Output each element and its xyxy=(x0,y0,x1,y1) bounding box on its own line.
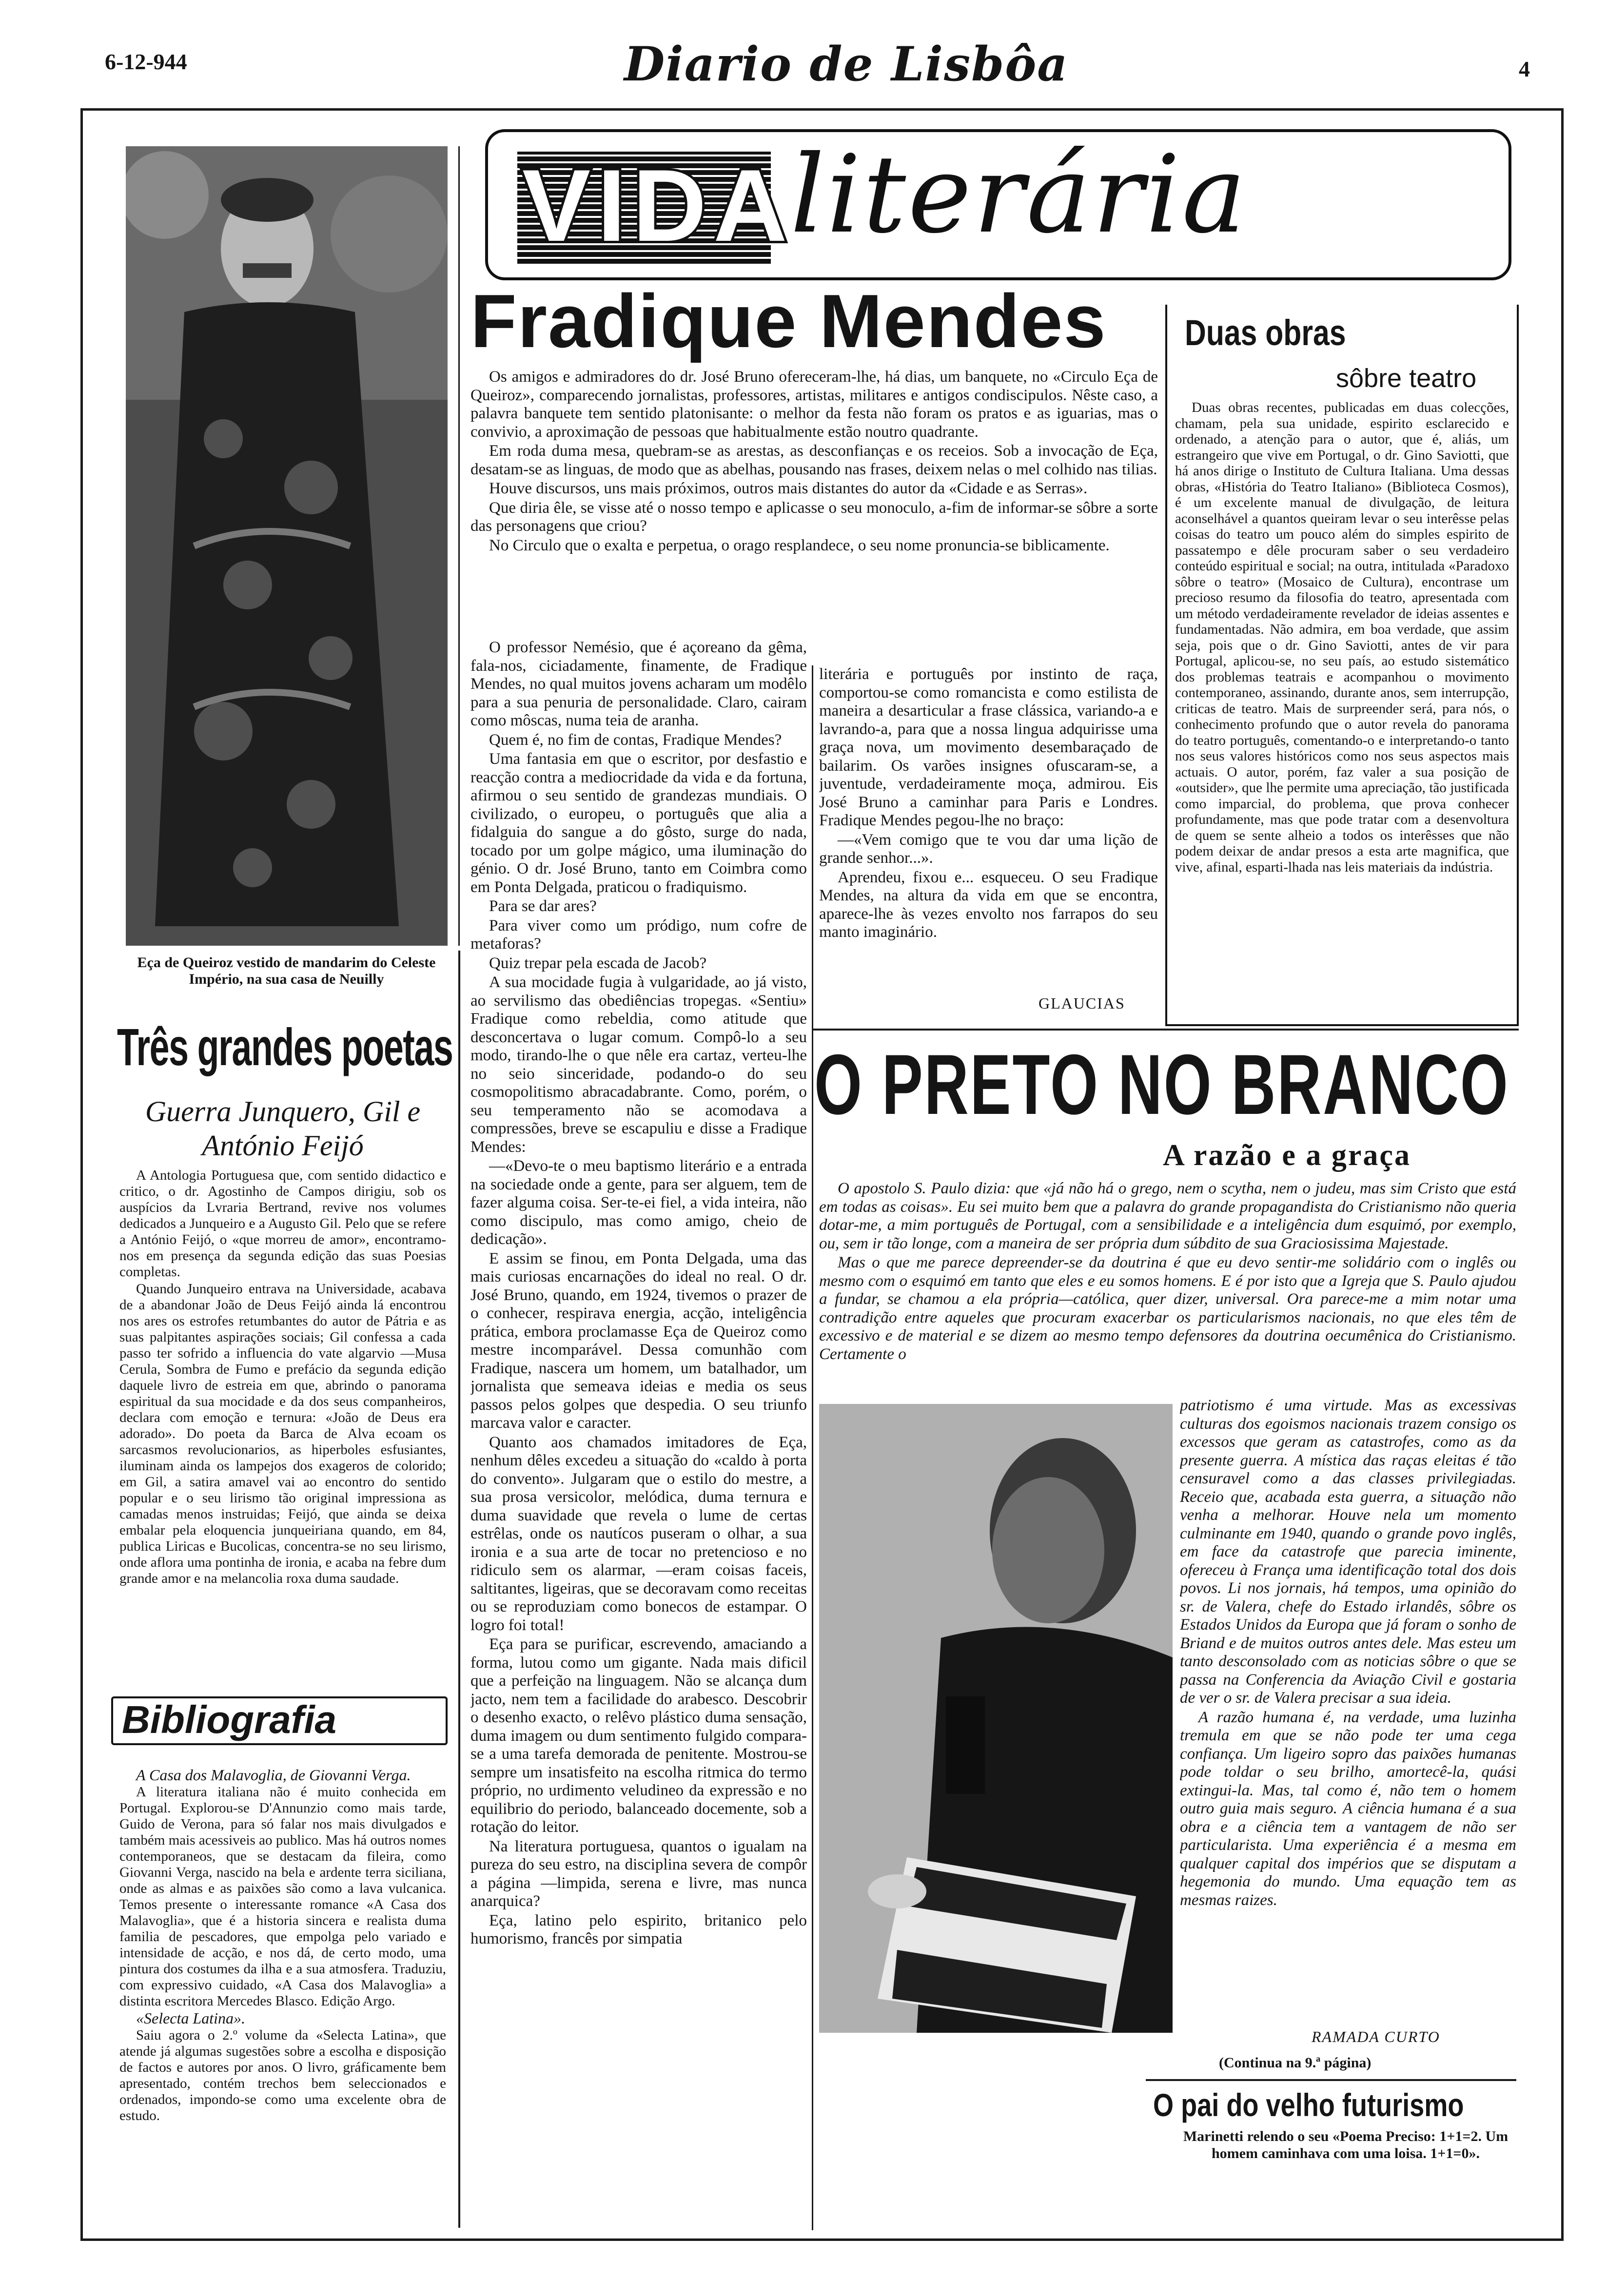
banner-literaria-script: literária xyxy=(790,132,1248,257)
paragraph: Saiu agora o 2.º volume da «Selecta Latina», que atende já algumas sugestões sobre a escolha e disposição de factos e autores por anos. O livro, gráficamente bem apresentado, contém trechos bem seleccionados e ordenados, impondo-se como uma excelente obra de estudo. xyxy=(119,2027,446,2123)
paragraph: Mas o que me parece depreender-se da doutrina é que eu devo sentir-me solidário com o inglês ou mesmo com o esquimó em tanto que eles e eu somos homens. E é por isto que a Igreja que S. Paulo ajudou a fundar, se chamou a ela própria—católica, quer dizer, universal. Ora parece-me a mim notar uma contradição entre aqueles que procuram exacerbar os particularismos nacionais, no que eles têm de excessivo e de material e se dizem ao mesmo tempo defensores da doutrina oecumênica do Cristianismo. Certamente o xyxy=(819,1254,1516,1363)
paragraph: literária e português por instinto de raça, comportou-se como romancista e como estilista de maneira a desarticular a frase clássica, variando-a e lavrando-a, para que a nossa lingua adquirisse uma graça nova, um movimento desembaraçado de bailarim. Os varões insignes ofuscaram-se, a juventude, verdadeiramente moça, admirou. Eis José Bruno a caminhar para Paris e Londres. Fradique Mendes pegou-lhe no braço: xyxy=(819,665,1158,829)
banner-vida-text: VIDA xyxy=(522,148,794,263)
paragraph: —«Devo-te o meu baptismo literário e a entrada na sociedade onde a gente, para ser alguem, tem de fazer alguma coisa. Ser-te-ei fiel, a vida inteira, não como discipulo, mas como amigo, cheio de dedicação». xyxy=(470,1157,807,1248)
column-divider xyxy=(458,951,460,2228)
tres-poetas-title: Três grandes poetas xyxy=(117,1017,453,1076)
section-rule xyxy=(1146,2079,1516,2081)
continua-note[interactable]: (Continua na 9.ª página) xyxy=(1219,2055,1372,2071)
preto-branco-col xyxy=(1180,1397,1516,2025)
fradique-lead xyxy=(470,368,1158,641)
preto-branco-subtitle: A razão e a graça xyxy=(1163,1139,1411,1172)
paragraph: Os amigos e admiradores do dr. José Bruno ofereceram-lhe, há dias, um banquete, no «Circulo Eça de Queiroz», comparecendo jornalistas, professores, artistas, militares e antigos condiscipulos. Nêste caso, a palavra banquete tem sentido platonisante: o melhor da festa não foram os pratos e as iguarias, mas o convivio, a aproximação de pessoas que habitualmente estão noutro quadrante. xyxy=(470,368,1158,441)
duas-obras-body xyxy=(1175,400,1509,1019)
eca-photo-caption: Eça de Queiroz vestido de mandarim do Celeste Império, na sua casa de Neuilly xyxy=(137,954,436,987)
paragraph: Quiz trepar pela escada de Jacob? xyxy=(489,954,707,972)
tres-poetas-body xyxy=(119,1167,446,1588)
paragraph: A razão humana é, na verdade, uma luzinha tremula em que se não pode ter uma cega confiança. Um ligeiro sopro das paixões humanas pode toldar o seu brilho, amortecê-la, quási extingui-la. Mas, tal como é, não tem o homem outro guia mais seguro. A ciência humana é a sua obra e a ciência tem a vantagem de não ser particularista. Uma experiência é a mesma em qualquer capital dos impérios que se disputam a hegemonia do mundo. Uma equação tem as mesmas raizes. xyxy=(1180,1708,1516,1909)
fradique-col2 xyxy=(819,665,1158,1007)
bibliografia-item-title: «Selecta Latina». xyxy=(136,2009,245,2027)
paragraph: Houve discursos, uns mais próximos, outros mais distantes do autor da «Cidade e as Serras». xyxy=(489,480,1088,497)
preto-branco-intro xyxy=(819,1180,1516,1394)
fradique-col1 xyxy=(470,639,807,2233)
vida-literaria-banner xyxy=(485,129,1511,280)
masthead-title: Diario de Lisbôa xyxy=(624,37,1069,92)
paragraph: A literatura italiana não é muito conhecida em Portugal. Explorou-se D'Annunzio como mais tarde, Guido de Verona, para só falar nos mais divulgados e também mais acessiveis ao publico. Mas há outros nomes contemporaneos, que se destacam da fileira, como Giovanni Verga, nascido na bela e ardente terra siciliana, onde as almas e as paixões são como a lava vulcanica. Temos presente o interessante romance «A Casa dos Malavoglia», que é a historia sincera e realista duma familia de pescadores, que empolga pelo variado e intensidade de acção, e nos dá, de certo modo, uma pintura dos costumes da ilha e a sua atmosfera. Traduziu, com expressivo cuidado, «A Casa dos Malavoglia» a distinta escritora Mercedes Blasco. Edição Argo. xyxy=(119,1784,446,2009)
column-divider xyxy=(812,665,813,2230)
paragraph: Duas obras recentes, publicadas em duas colecções, chamam, pela sua unidade, espirito esclarecido e ordenado, a atenção para o autor, que é, aliás, um estrangeiro que vive em Portugal, o dr. Gino Saviotti, que há anos dirige o Instituto de Cultura Italiana. Uma dessas obras, «História do Teatro Italiano» (Biblioteca Cosmos), é um excelente manual de divulgação, de leitura aconselhável a quantos queiram levar o seu interêsse pelas coisas do teatro um pouco além do simples espirito de passatempo e dêle procuram saber o seu verdadeiro conteúdo espiritual e social; na outra, intitulada «Paradoxo sôbre o teatro» (Mosaico de Cultura), encontrase um precioso resumo da filosofia do teatro, apresentada com um método verdadeiramente revelador de ideias assentes e fundamentadas. Não admira, em boa verdade, que assim seja, pois que o dr. Gino Saviotti, antes de vir para Portugal, aplicou-se, no seu país, ao estudo sistemático dos problemas teatrais e acompanhou o movimento contemporaneo, assinando, durante anos, sem interrupção, criticas de teatro. Mais de surpreender será, para nós, o conhecimento profundo que o autor revela do panorama do teatro português, comentando-o e interpretando-o tanto nos seus valores históricos como nos seus aspectos mais actuais. O autor, porém, faz valer a sua posição de «outsider», que lhe permite uma apreciação, tão justificada como imparcial, do problema, que prova conhecer profundamente, mas que pode tratar com a desenvoltura de quem se sente alheio a todos os interêsses que não podem deixar de andar presos a esta arte magnifica, que vive, afinal, esparti-lhada nas leis materiais da indústria. xyxy=(1175,400,1509,875)
bibliografia-body xyxy=(119,1767,446,2125)
paragraph: Aprendeu, fixou e... esqueceu. O seu Fradique Mendes, na altura da vida em que se encontra, aparece-lhe às vezes envolto nos farrapos do seu manto imaginário. xyxy=(819,868,1158,941)
paragraph: Uma fantasia em que o escritor, por desfastio e reacção contra a mediocridade da vida e da fortuna, afirmou o seu sentido de grandezas mundiais. O civilizado, o europeu, o português que alia a fidalguia do sangue a do gôsto, surge do nada, tocado por um golpe mágico, uma iluminação do génio. O dr. José Bruno, tanto em Coimbra como em Ponta Delgada, praticou o fradiquismo. xyxy=(470,750,807,896)
paragraph: patriotismo é uma virtude. Mas as excessivas culturas dos egoismos nacionais trazem consigo os excessos que geram as catastrofes, como as da presente guerra. A mística das raças eleitas é tão censuravel como a das classes privilegiadas. Receio que, acabada esta guerra, a situação não venha a melhorar. Houve nela um momento culminante em 1940, quando o grande povo inglês, em face da catastrofe que parecia iminente, ofereceu à França uma identificação total dos dois povos. Li nos jornais, há tempos, uma opinião do sr. de Valera, chefe do Estado irlandês, sôbre os Estados Unidos da Europa que já foram o sonho de Briand e de muitos outros antes dele. Mas esteu um tanto desconsolado com as noticias sôbre o que se passa na Conferencia da Aviação Civil e gostaria de ver o sr. de Valera precisar a sua ideia. xyxy=(1180,1397,1516,1707)
paragraph: Quando Junqueiro entrava na Universidade, acabava de a abandonar João de Deus Feijó ainda lá encontrou nos ares os estrofes retumbantes do autor de Pátria e as suas palpitantes aspirações sociais; Gil confessa a cada passo ter sofrido a influencia do vate algarvio —Musa Cerula, Sombra de Fumo e prefácio da segunda edição daquele livro de estreia em que, abrindo o panorama espiritual da sua mocidade e da dos seus companheiros, declara com emoção e ternura: «João de Deus era adorado». Do poeta da Barca de Alva ecoam os sarcasmos revolucionarios, as hiperboles esfusiantes, iluminam ainda os lampejos dos exageros de colorido; em Gil, a satira amavel vai ao encontro do sentido popular e o seu lirismo tão original impressiona as camadas menos instruidas; Feijó, que ainda se deixa embalar pela eloquencia junqueiriana quando, em 84, publica Liricas e Bucolicas, concentra-se no seu lirismo, onde aflora uma pontinha de ironia, e acaba na febre dum grande amor e na melancolia roxa duma saudade. xyxy=(119,1281,446,1586)
paragraph: O professor Nemésio, que é açoreano da gêma, fala-nos, ciciadamente, finamente, de Fradique Mendes, no qual muitos jovens acharam um modêlo para a sua penuria de personalidade. Claro, cairam como môscas, numa teia de aranha. xyxy=(470,639,807,729)
paragraph: Quanto aos chamados imitadores de Eça, nenhum dêles excedeu a situação do «caldo à porta do convento». Julgaram que o estilo do mestre, a sua prosa versicolor, melódica, duma ternura e duma suavidade que revela o lume de certas estrêlas, onde os nautícos puseram o olhar, a sua ironia e a sua arte de tocar no pretencioso e no ridiculo sem os alarmar, —eram coisas faceis, saltitantes, ligeiras, que se decoravam como receitas ou se reproduziam como bonecos de estampar. O logro foi total! xyxy=(470,1433,807,1634)
masthead xyxy=(0,0,1607,97)
paragraph: Quem é, no fim de contas, Fradique Mendes? xyxy=(489,731,782,749)
paragraph: A sua mocidade fugia à vulgaridade, ao já visto, ao servilismo das obediências tropegas. «Sentiu» Fradique como rebeldia, como atitude que desconcertava o lugar comum. Compô-lo a seu modo, tirando-lhe o que nêle era cartaz, verteu-lhe no seio sinceridade, podando-o do seu cosmopolitismo abracadabrante. Como, porém, o seu temperamento não se acomodava a compressões, breve se escapuliu e disse a Fradique Mendes: xyxy=(470,973,807,1156)
fradique-title: Fradique Mendes xyxy=(470,279,1107,363)
fradique-signature: GLAUCIAS xyxy=(1039,994,1125,1012)
duas-obras-subtitle: sôbre teatro xyxy=(1336,364,1477,393)
preto-branco-title: O PRETO NO BRANCO xyxy=(814,1037,1509,1132)
paragraph: Para se dar ares? xyxy=(489,897,597,915)
column-divider xyxy=(458,146,460,946)
duas-obras-title: Duas obras xyxy=(1185,312,1346,353)
preto-branco-signature: RAMADA CURTO xyxy=(1312,2028,1440,2045)
paragraph: Que diria êle, se visse até o nosso tempo e aplicasse o seu monoculo, a-fim de informar-se sôbre a sorte das personagens que criou? xyxy=(470,499,1158,535)
paragraph: Para viver como um pródigo, num cofre de metaforas? xyxy=(470,916,807,953)
futurismo-title: O pai do velho futurismo xyxy=(1153,2087,1464,2123)
bibliografia-item-title: A Casa dos Malavoglia, de Giovanni Verga. xyxy=(136,1766,411,1784)
bibliografia-title: Bibliografia xyxy=(122,1698,337,1741)
page-number: 4 xyxy=(1519,57,1530,81)
paragraph: Na literatura portuguesa, quantos o igualam na pureza do seu estro, na disciplina severa de compôr a página —limpida, serena e livre, mas nunca anarquica? xyxy=(470,1837,807,1910)
paragraph: No Circulo que o exalta e perpetua, o orago resplandece, o seu nome pronuncia-se biblicamente. xyxy=(489,536,1110,554)
paragraph: E assim se finou, em Ponta Delgada, uma das mais curiosas encarnações do ideal no real. O dr. José Bruno, quando, em 1924, tivemos o prazer de o conhecer, respirava energia, acção, inteligência prática, embora proclamasse Eça de Queiroz como mestre incomparável. Dessa comunhão com Fradique, nascera um homem, um batalhador, um jornalista que semeava ideias e media os seus passos pelos golpes que despedia. O seu triunfo marcava valor e caracter. xyxy=(470,1249,807,1432)
paragraph: Eça para se purificar, escrevendo, amaciando a forma, lutou como um gigante. Nada mais dificil que a perfeição na linguagem. Não se alcança dum jacto, nem tem a facilidade do arabesco. Descobrir o desenho exacto, o relêvo plástico duma sensação, duma imagem ou dum sentimento fulgido compara-se a uma tarefa demorada de penitente. Mostrou-se sempre um insatisfeito na escolha ritmica do termo próprio, no urdimento veludineo da expressão e no equilibrio do periodo, balanceado docemente, sob a rotação do leitor. xyxy=(470,1635,807,1836)
masthead-date: 6-12-944 xyxy=(105,49,187,74)
futurismo-caption: Marinetti relendo o seu «Poema Preciso: 1+1=2. Um homem caminhava com uma loisa. 1+1=0». xyxy=(1183,2128,1509,2161)
section-rule xyxy=(812,1029,1519,1031)
paragraph: Eça, latino pelo espirito, britanico pelo humorismo, francês por simpatia xyxy=(470,1911,807,1947)
paragraph: Em roda duma mesa, quebram-se as arestas, as desconfianças e os receios. Sob a invocação de Eça, desatam-se as linguas, de modo que as abelhas, pousando nas frases, deixem nelas o mel colhido nas tilias. xyxy=(470,442,1158,478)
marinetti-photo xyxy=(819,1404,1173,2033)
tres-poetas-subtitle: Guerra Junquero, Gil e António Feijó xyxy=(145,1095,421,1162)
paragraph: —«Vem comigo que te vou dar uma lição de grande senhor...». xyxy=(819,831,1158,867)
paragraph: A Antologia Portuguesa que, com sentido didactico e critico, o dr. Agostinho de Campos dirigiu, sob os auspícios da Lvraria Bertrand, revive nos volumes dedicados a Junqueiro e a Augusto Gil. Pelo que se refere a António Feijó, o «que morreu de amor», encontramo-nos em presença da segunda edição das suas Poesias completas. xyxy=(119,1167,446,1280)
paragraph: O apostolo S. Paulo dizia: que «já não há o grego, nem o scytha, nem o judeu, mas sim Cristo que está em todas as coisas». Eu sei muito bem que a palavra do grande propagandista do Cristianismo não queria dotar-me, a mim português de Portugal, com a sensibilidade e a inteligência dum esquimó, por exemplo, ou, sem ir tão longe, com a maneira de ser própria dum súbdito de sua Graciosissima Majestade. xyxy=(819,1180,1516,1252)
eca-photo xyxy=(126,146,448,946)
